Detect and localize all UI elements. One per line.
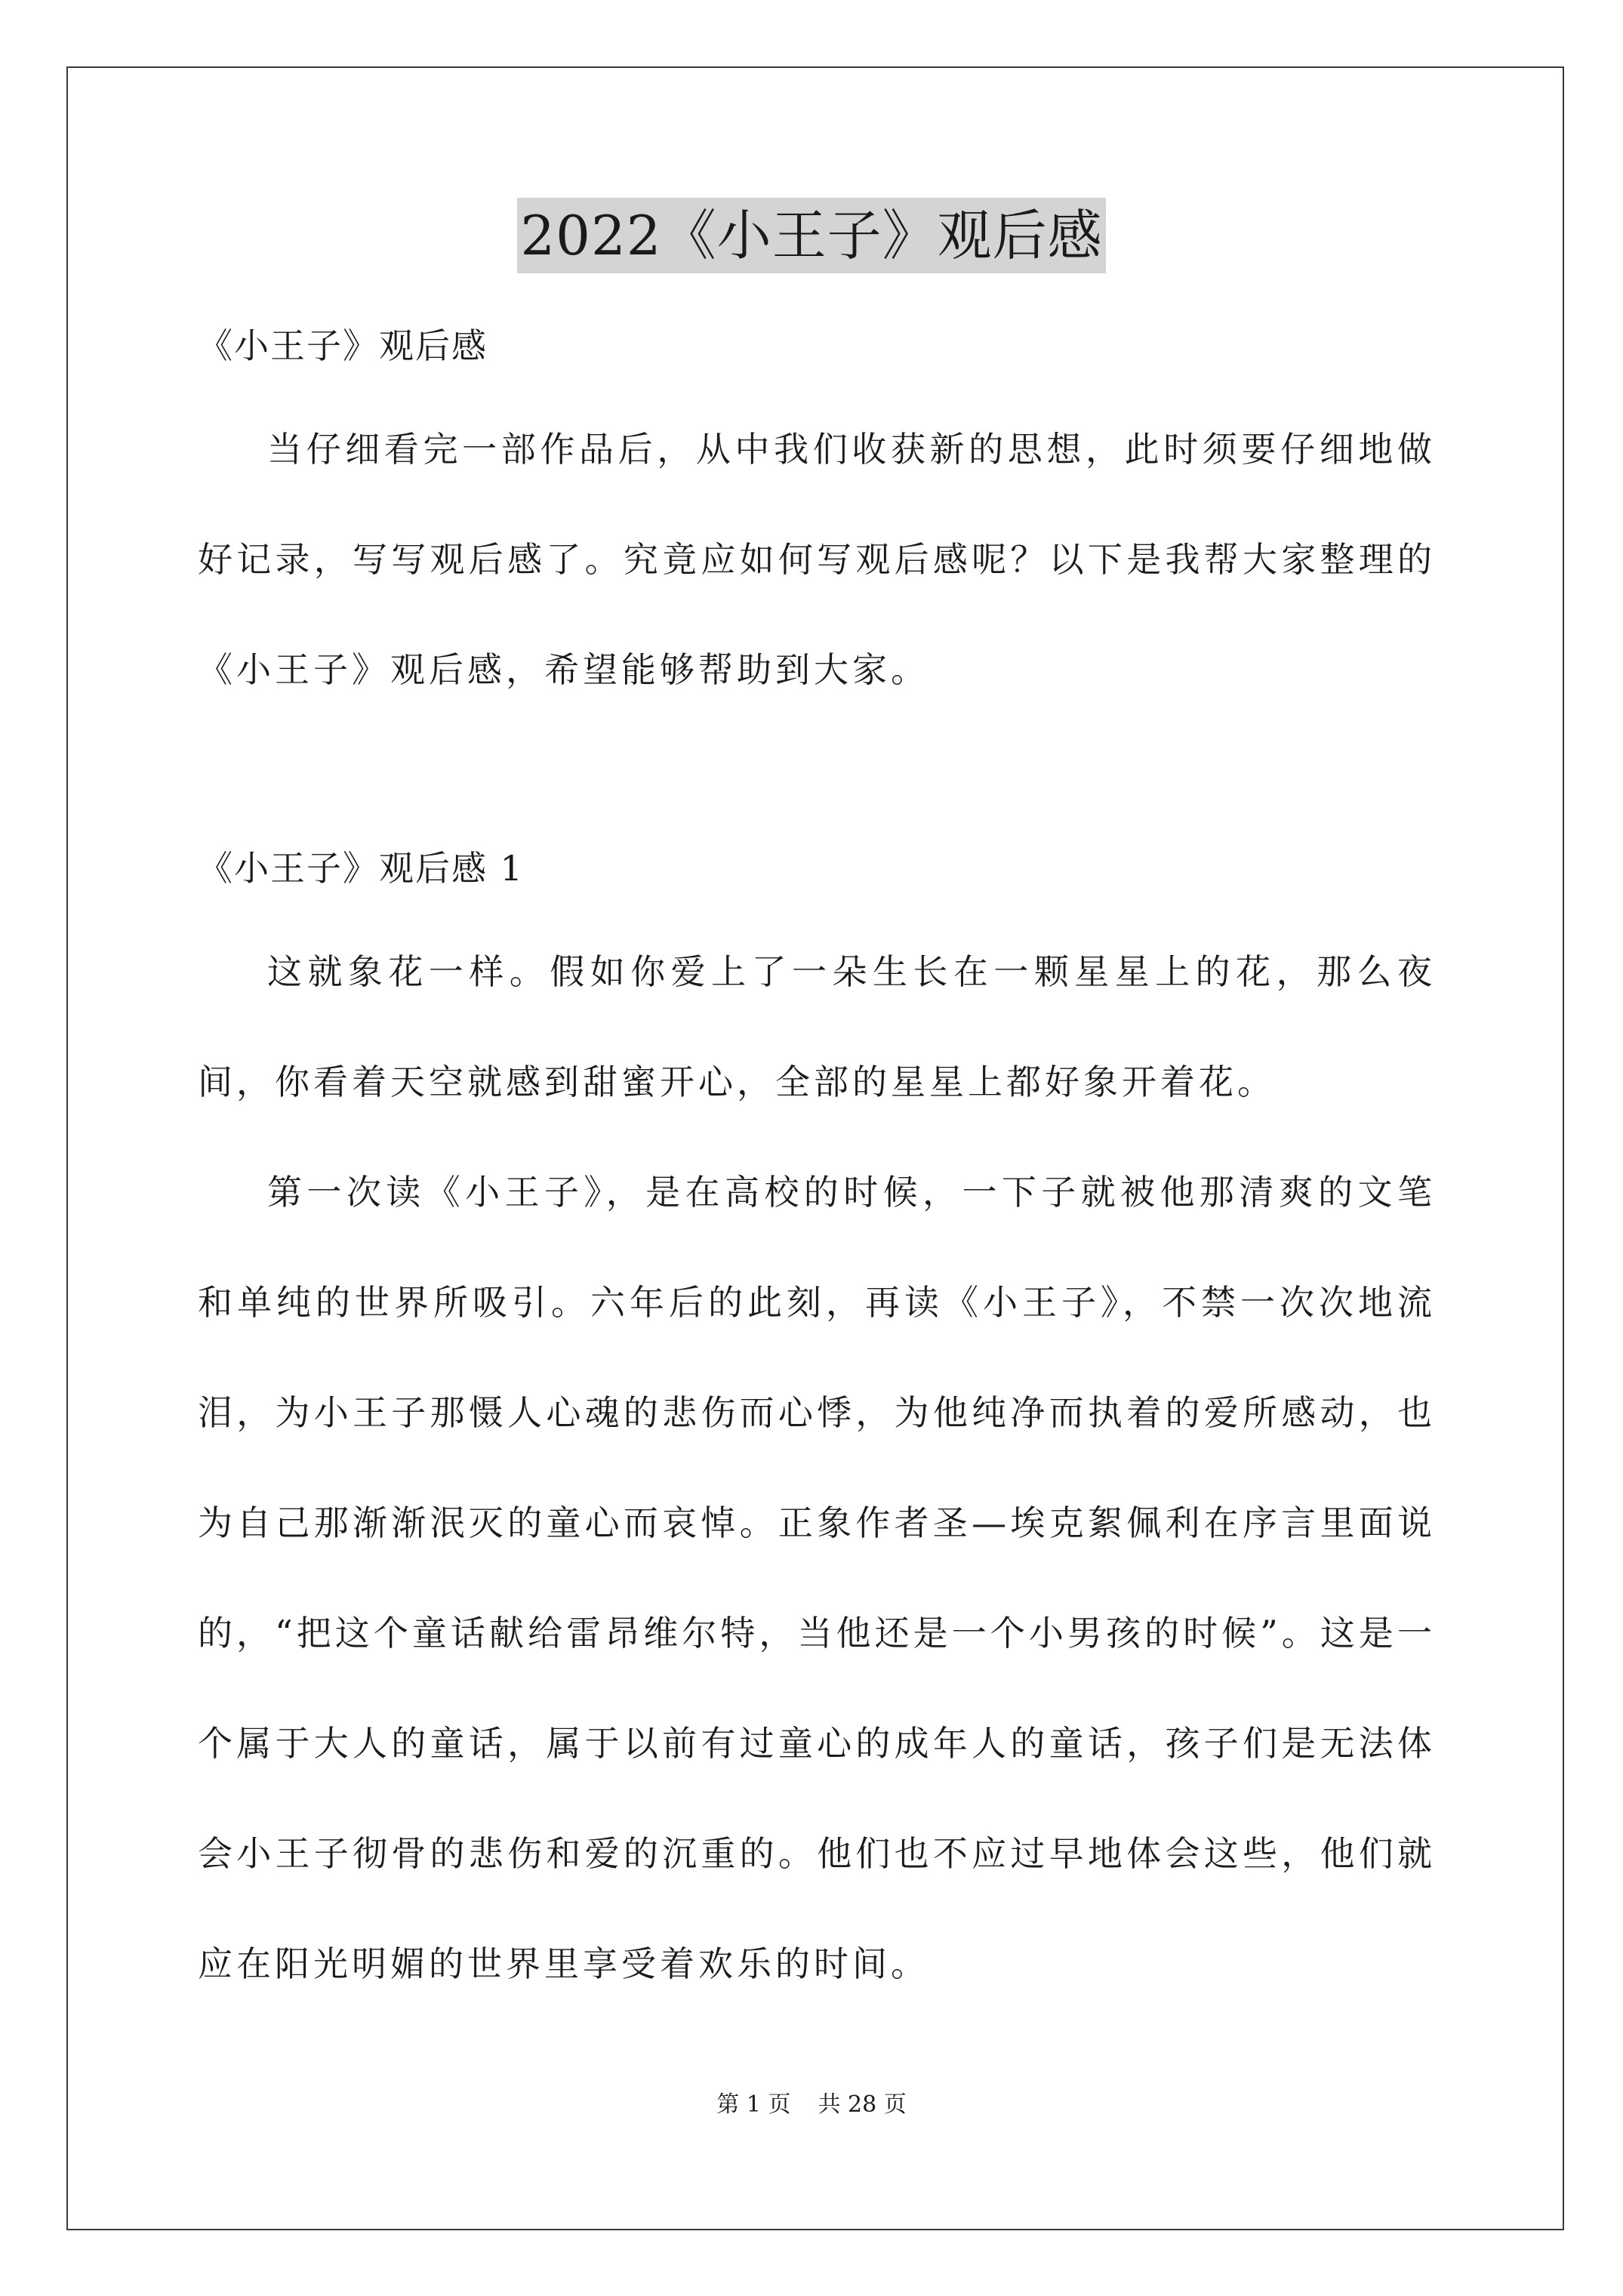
document-title: 2022《小王子》观后感 xyxy=(517,198,1105,273)
document-body xyxy=(198,308,1436,2019)
section1-paragraph-1: 这就象花一样。假如你爱上了一朵生长在一颗星星上的花，那么夜间，你看着天空就感到甜蜜开心，全部的星星上都好象开着花。 xyxy=(198,951,1436,1102)
page-number-total: 共 28 页 xyxy=(818,2091,907,2118)
intro-paragraph: 当仔细看完一部作品后，从中我们收获新的思想，此时须要仔细地做好记录，写写观后感了。究竟应如何写观后感呢？以下是我帮大家整理的《小王子》观后感，希望能够帮助到大家。 xyxy=(198,429,1436,690)
title-container xyxy=(0,198,1623,273)
section1-heading: 《小王子》观后感 1 xyxy=(198,848,524,889)
intro-heading: 《小王子》观后感 xyxy=(198,325,488,366)
section-spacer xyxy=(198,725,1436,831)
page-footer xyxy=(0,2090,1623,2120)
section1-paragraph-2: 第一次读《小王子》，是在高校的时候，一下子就被他那清爽的文笔和单纯的世界所吸引。六年后的此刻，再读《小王子》，不禁一次次地流泪，为小王子那慑人心魂的悲伤而心悸，为他纯净而执着的爱所感动，也为自己那渐渐泯灭的童心而哀悼。正象作者圣—埃克絮佩利在序言里面说的，“把这个童话献给雷昂维尔特，当他还是一个小男孩的时候”。这是一个属于大人的童话，属于以前有过童心的成年人的童话，孩子们是无法体会小王子彻骨的悲伤和爱的沉重的。他们也不应过早地体会这些，他们就应在阳光明媚的世界里享受着欢乐的时间。 xyxy=(198,1172,1436,1984)
page-number-current: 第 1 页 xyxy=(716,2091,791,2118)
